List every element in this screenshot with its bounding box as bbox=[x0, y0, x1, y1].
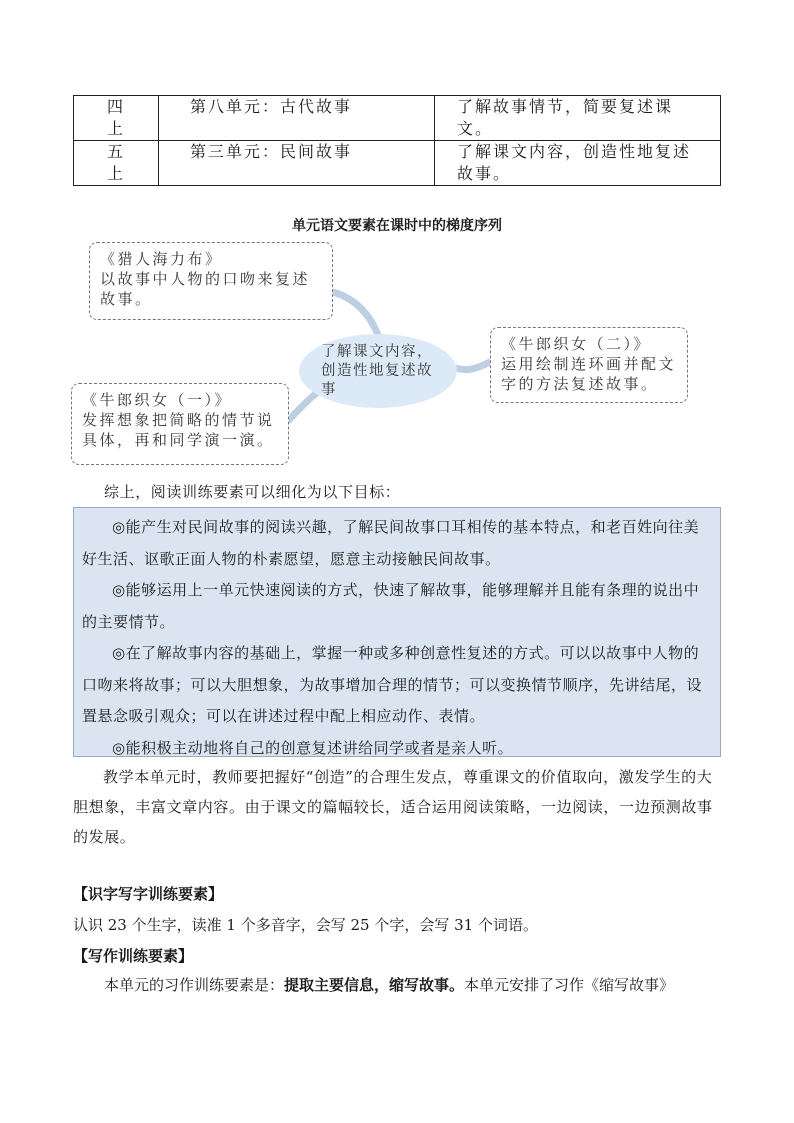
writing-prefix: 本单元的习作训练要素是： bbox=[104, 976, 285, 994]
goal-item: ◎能够运用上一单元快速阅读的方式，快速了解故事，能够理解并且能有条理的说出中的主要情节。 bbox=[82, 581, 700, 631]
section-title: 单元语文要素在课时中的梯度序列 bbox=[292, 218, 502, 234]
goal-item: ◎能产生对民间故事的阅读兴趣，了解民间故事口耳相传的基本特点，和老百姓向往美好生活、讴歌正面人物的朴素愿望，愿意主动接触民间故事。 bbox=[82, 518, 700, 568]
literacy-text: 认识 23 个生字，读准 1 个多音字，会写 25 个字，会写 31 个词语。 bbox=[73, 916, 538, 934]
writing-suffix: 本单元安排了习作《缩写故事》 bbox=[464, 976, 675, 994]
node-title: 《牛郎织女（一）》 bbox=[82, 391, 233, 409]
goal-cell: 了解课文内容，创造性地复述故事。 bbox=[435, 141, 721, 186]
goal-item: ◎在了解故事内容的基础上，掌握一种或多种创意性复述的方式。可以以故事中人物的口吻来将故事；可以大胆想象，为故事增加合理的情节；可以变换情节顺序，先讲结尾，设置悬念吸引观众；可以在讲述过程中配上相应动作、表情。 bbox=[82, 644, 703, 725]
unit-cell: 第八单元：古代故事 bbox=[159, 96, 435, 141]
goal-item: ◎能积极主动地将自己的创意复述讲给同学或者是亲人听。 bbox=[112, 738, 514, 757]
lead-sentence: 综上，阅读训练要素可以细化为以下目标： bbox=[104, 483, 401, 501]
node-text: 以故事中人物的口吻来复述故事。 bbox=[100, 270, 311, 308]
node-text: 运用绘制连环画并配文字的方法复述故事。 bbox=[501, 355, 677, 393]
mindmap-node-hunter bbox=[89, 242, 333, 320]
grade-cell: 五上 bbox=[107, 142, 126, 183]
teaching-paragraph: 教学本单元时，教师要把握好“创造”的合理生发点，尊重课文的价值取向，激发学生的大胆想象，丰富文章内容。由于课文的篇幅较长，适合运用阅读策略，一边阅读，一边预测故事的发展。 bbox=[73, 768, 713, 846]
node-title: 《牛郎织女（二）》 bbox=[501, 335, 652, 353]
node-title: 《猎人海力布》 bbox=[100, 250, 223, 268]
mindmap-node-cowherd-2 bbox=[490, 327, 688, 403]
unit-cell: 第三单元：民间故事 bbox=[159, 141, 435, 186]
goal-cell: 了解故事情节，简要复述课文。 bbox=[435, 96, 721, 141]
writing-text bbox=[104, 974, 674, 995]
mindmap-node-cowherd-1 bbox=[71, 383, 289, 465]
goals-box bbox=[73, 507, 721, 757]
grade-cell: 四上 bbox=[107, 97, 126, 138]
mindmap-center bbox=[298, 333, 458, 409]
literacy-heading: 【识字写字训练要素】 bbox=[73, 885, 224, 903]
center-text: 了解课文内容，创造性地复述故事 bbox=[321, 344, 433, 398]
writing-bold: 提取主要信息，缩写故事。 bbox=[284, 976, 465, 994]
writing-heading: 【写作训练要素】 bbox=[73, 947, 194, 965]
node-text: 发挥想象把简略的情节说具体，再和同学演一演。 bbox=[82, 411, 275, 449]
